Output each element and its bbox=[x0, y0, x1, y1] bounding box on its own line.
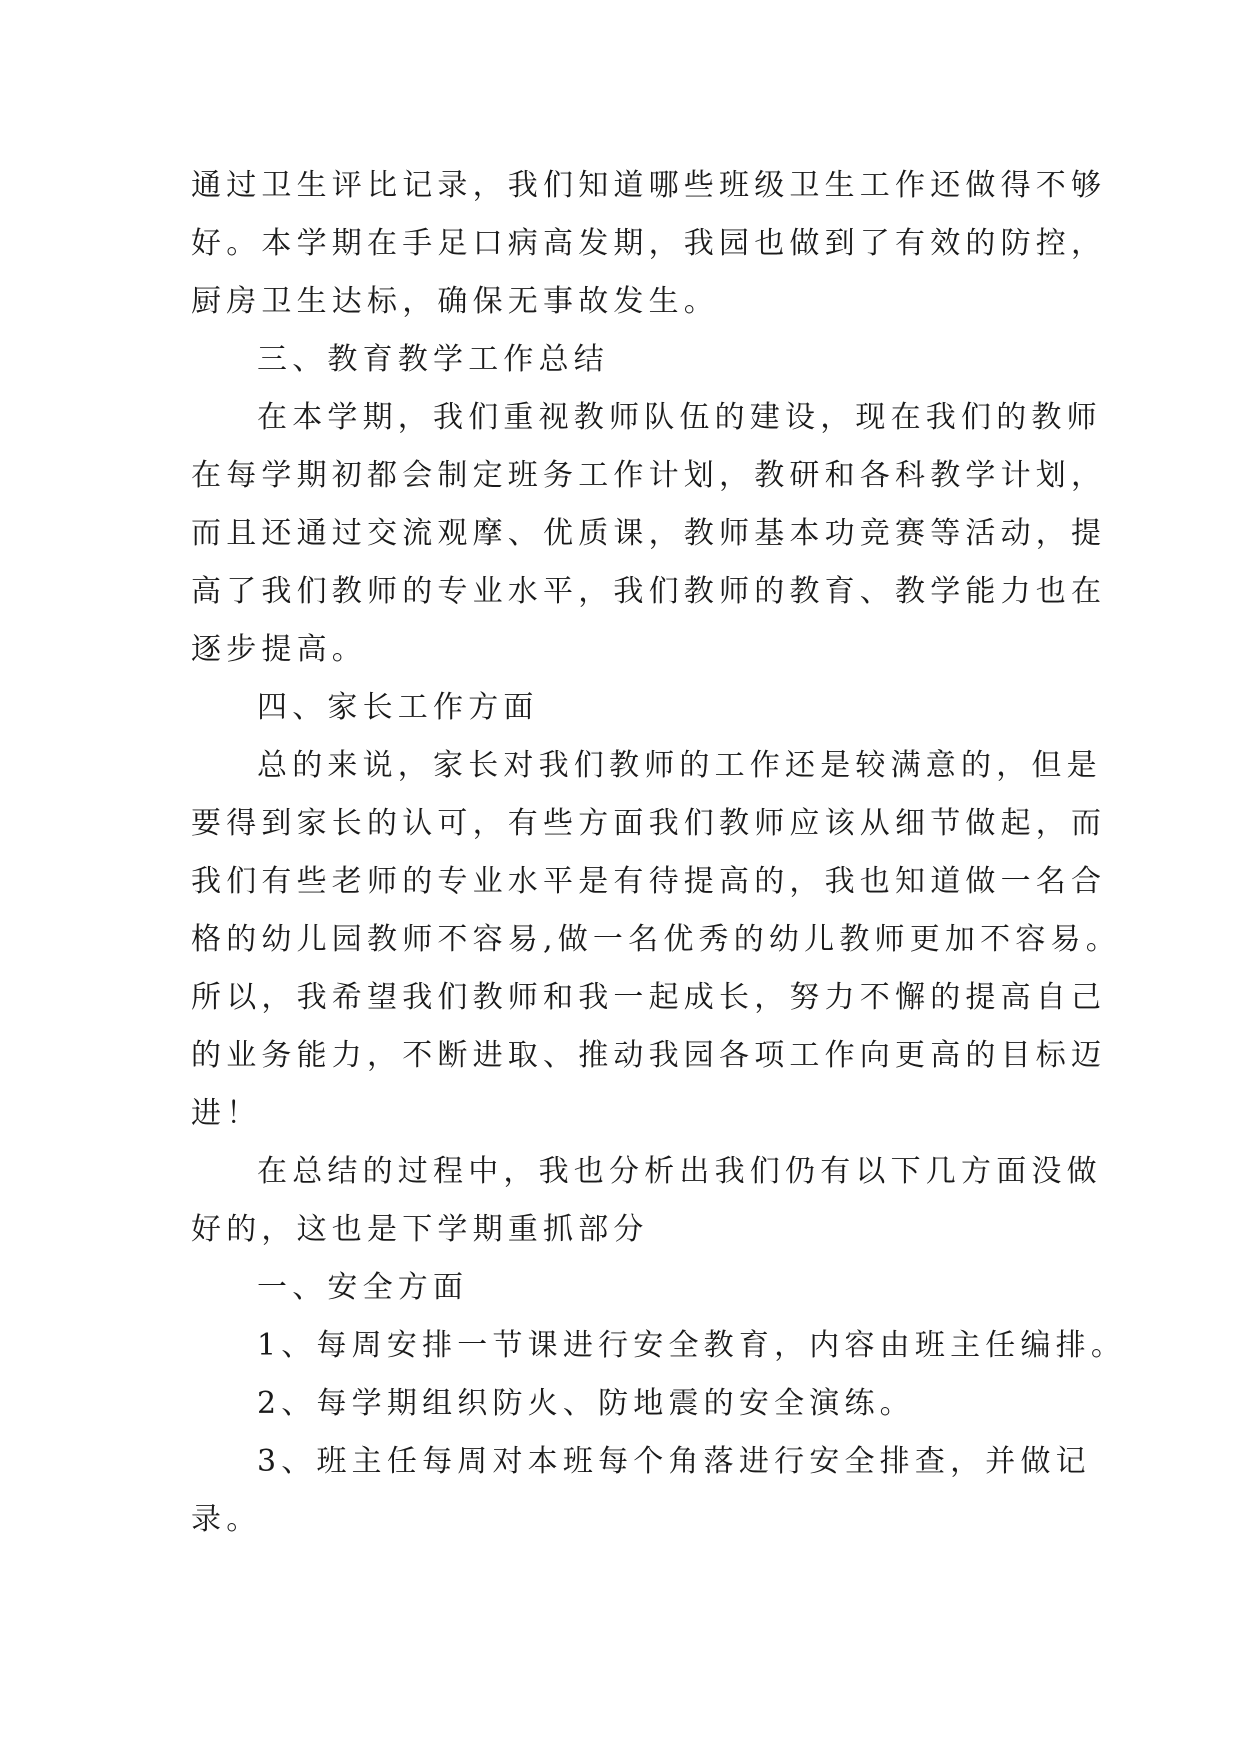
text-line: 要得到家长的认可，有些方面我们教师应该从细节做起，而 bbox=[191, 806, 1107, 841]
text-line: 好。本学期在手足口病高发期，我园也做到了有效的防控， bbox=[191, 226, 1107, 261]
list-item: 2、每学期组织防火、防地震的安全演练。 bbox=[257, 1386, 915, 1421]
text-line: 在每学期初都会制定班务工作计划，教研和各科教学计划， bbox=[191, 458, 1107, 493]
text-line: 高了我们教师的专业水平，我们教师的教育、教学能力也在 bbox=[191, 574, 1107, 609]
text-line: 而且还通过交流观摩、优质课，教师基本功竞赛等活动，提 bbox=[191, 516, 1107, 551]
document-body bbox=[191, 157, 1127, 1549]
text-line: 在本学期，我们重视教师队伍的建设，现在我们的教师 bbox=[257, 400, 1102, 435]
text-line: 逐步提高。 bbox=[191, 632, 367, 667]
section-heading: 三、教育教学工作总结 bbox=[257, 342, 609, 377]
text-line: 录。 bbox=[191, 1502, 262, 1537]
section-heading: 四、家长工作方面 bbox=[257, 690, 539, 725]
text-line: 进！ bbox=[191, 1096, 262, 1131]
text-line: 我们有些老师的专业水平是有待提高的，我也知道做一名合 bbox=[191, 864, 1107, 899]
list-item: 3、班主任每周对本班每个角落进行安全排查，并做记 bbox=[257, 1444, 1091, 1479]
text-line: 在总结的过程中，我也分析出我们仍有以下几方面没做 bbox=[257, 1154, 1102, 1189]
section-heading: 一、安全方面 bbox=[257, 1270, 469, 1305]
text-line: 通过卫生评比记录，我们知道哪些班级卫生工作还做得不够 bbox=[191, 168, 1107, 203]
text-line: 所以，我希望我们教师和我一起成长，努力不懈的提高自己 bbox=[191, 980, 1107, 1015]
text-line: 好的，这也是下学期重抓部分 bbox=[191, 1212, 649, 1247]
text-line: 厨房卫生达标，确保无事故发生。 bbox=[191, 284, 719, 319]
list-item: 1、每周安排一节课进行安全教育，内容由班主任编排。 bbox=[257, 1328, 1127, 1363]
text-line: 格的幼儿园教师不容易,做一名优秀的幼儿教师更加不容易。 bbox=[191, 922, 1121, 957]
text-line: 的业务能力，不断进取、推动我园各项工作向更高的目标迈 bbox=[191, 1038, 1107, 1073]
text-line: 总的来说，家长对我们教师的工作还是较满意的，但是 bbox=[257, 748, 1102, 783]
